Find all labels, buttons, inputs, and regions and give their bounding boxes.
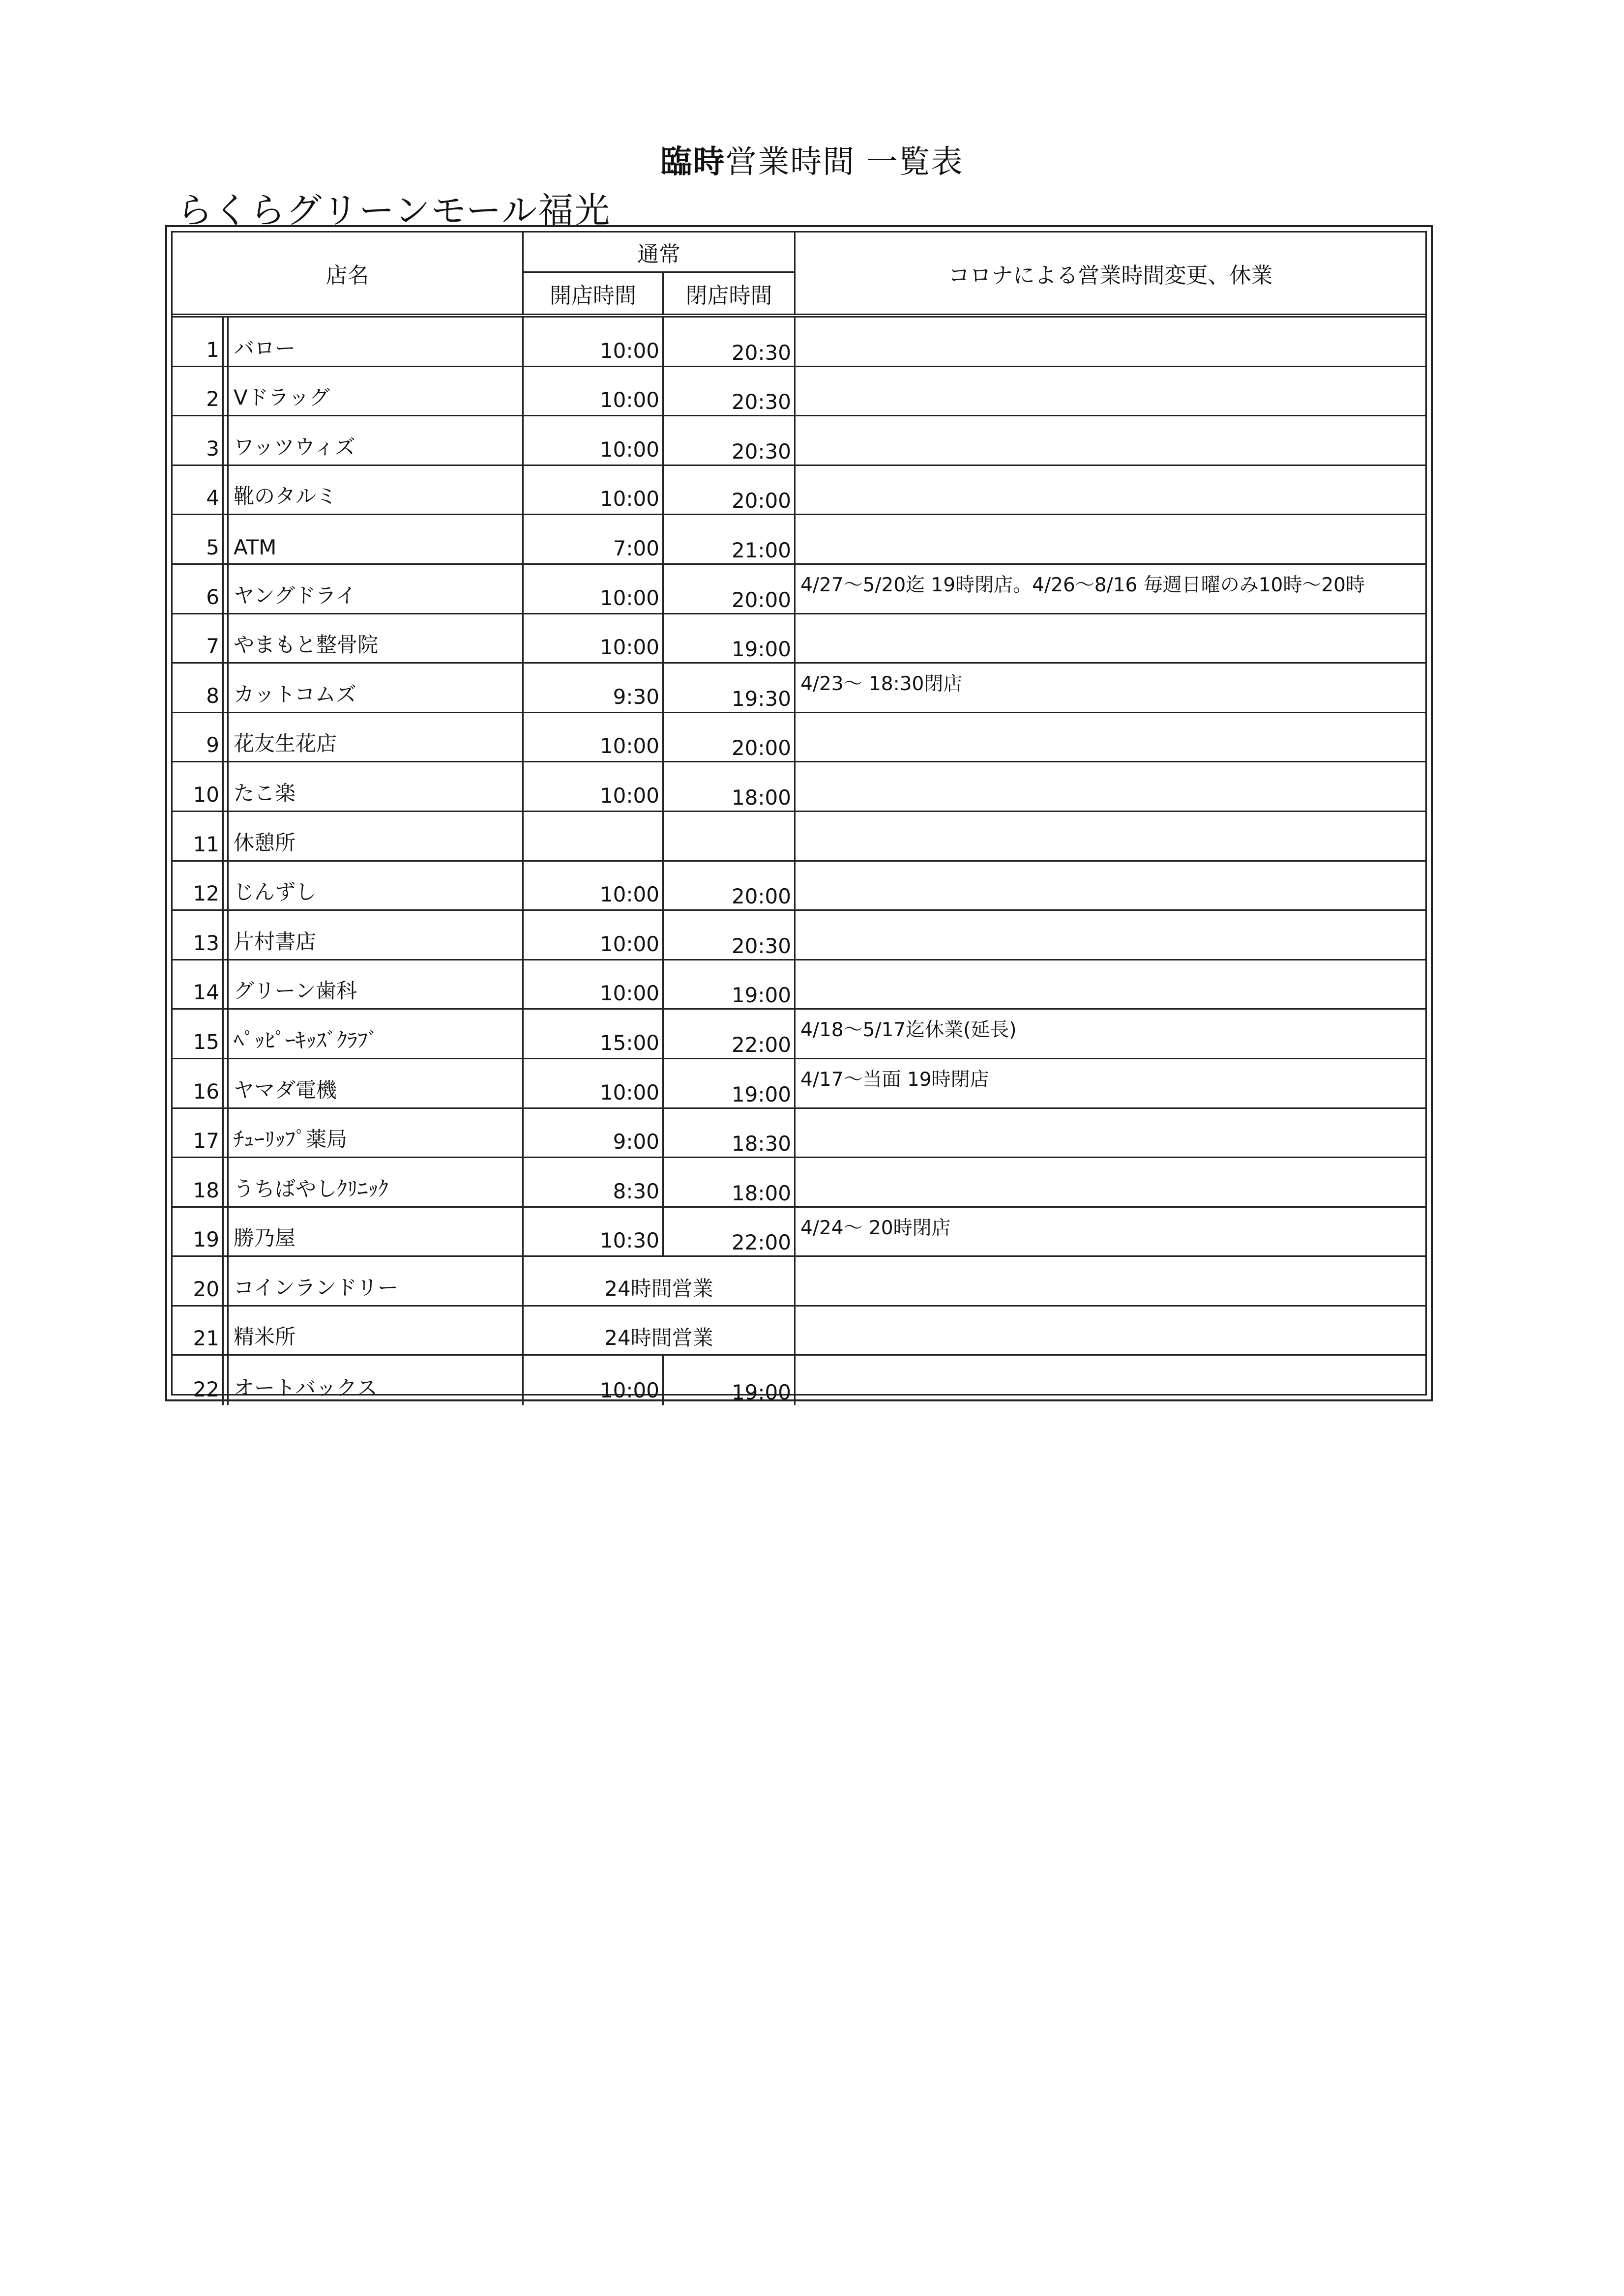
mall-name: らくらグリーンモール福光 [177, 190, 611, 231]
store-name: ﾍﾟｯﾋﾟｰｷｯｽﾞｸﾗﾌﾞ [229, 1010, 524, 1058]
open-time: 10:00 [524, 466, 664, 514]
close-time [664, 812, 796, 860]
row-number: 6 [173, 565, 224, 613]
close-time: 22:00 [664, 1010, 796, 1058]
open-time: 10:00 [524, 1059, 664, 1107]
row-gap [224, 911, 229, 959]
covid-change-note [796, 515, 1425, 563]
row-number: 18 [173, 1158, 224, 1206]
table-row [173, 1059, 1425, 1109]
row-gap [224, 1307, 229, 1355]
covid-change-note [796, 960, 1425, 1009]
table-row [173, 1158, 1425, 1208]
table-row [173, 1307, 1425, 1356]
row-gap [224, 515, 229, 563]
row-number: 11 [173, 812, 224, 860]
row-gap [224, 1257, 229, 1305]
covid-change-note: 4/24～ 20時閉店 [800, 1217, 951, 1239]
row-number: 21 [173, 1307, 224, 1355]
row-number: 7 [173, 614, 224, 663]
store-name: たこ楽 [229, 762, 524, 811]
open-time: 10:00 [524, 367, 664, 415]
covid-change-note [796, 1307, 1425, 1355]
table-row [173, 762, 1425, 812]
covid-change-note [796, 812, 1425, 860]
row-gap [224, 367, 229, 415]
row-gap [224, 466, 229, 514]
page-title-bold: 臨時 [660, 144, 726, 180]
table-row [173, 1257, 1425, 1307]
row-number: 2 [173, 367, 224, 415]
header-covid-changes: コロナによる営業時間変更、休業 [948, 262, 1273, 288]
table-row [173, 664, 1425, 713]
store-name: カットコムズ [229, 664, 524, 712]
row-number: 3 [173, 416, 224, 465]
store-name: うちばやしｸﾘﾆｯｸ [229, 1158, 524, 1206]
table-body [173, 318, 1425, 1405]
row-number: 13 [173, 911, 224, 959]
close-time: 20:30 [664, 367, 796, 415]
table-row [173, 812, 1425, 862]
row-gap [224, 1158, 229, 1206]
store-name: 花友生花店 [229, 713, 524, 761]
row-number: 16 [173, 1059, 224, 1107]
close-time: 19:00 [664, 1059, 796, 1107]
store-name: 靴のタルミ [229, 466, 524, 514]
table-row [173, 713, 1425, 763]
row-number: 22 [173, 1356, 224, 1405]
open-time: 10:00 [524, 960, 664, 1009]
row-number: 15 [173, 1010, 224, 1058]
close-time: 20:00 [664, 862, 796, 910]
row-gap [224, 1059, 229, 1107]
row-gap [224, 1356, 229, 1405]
open-time: 10:00 [524, 862, 664, 910]
close-time: 18:30 [664, 1109, 796, 1157]
close-time: 19:00 [664, 1356, 796, 1405]
covid-change-note: 4/17～当面 19時閉店 [800, 1068, 989, 1091]
table-row [173, 614, 1425, 664]
covid-change-note [796, 367, 1425, 415]
row-gap [224, 565, 229, 613]
covid-change-note [796, 1109, 1425, 1157]
table-row [173, 565, 1425, 614]
page-title [0, 137, 1624, 182]
table-row [173, 367, 1425, 417]
row-gap [224, 960, 229, 1009]
row-number: 17 [173, 1109, 224, 1157]
store-name: 精米所 [229, 1307, 524, 1355]
covid-change-note [796, 713, 1425, 761]
covid-change-note [796, 614, 1425, 663]
row-number: 1 [173, 318, 224, 366]
table-row [173, 515, 1425, 565]
close-time: 20:00 [664, 713, 796, 761]
covid-change-note [796, 1158, 1425, 1206]
close-time: 20:30 [664, 318, 796, 366]
close-time: 20:30 [664, 416, 796, 465]
store-name: ワッツウィズ [229, 416, 524, 465]
table-row [173, 466, 1425, 516]
row-gap [224, 1010, 229, 1058]
open-time [524, 812, 664, 860]
close-time: 20:00 [664, 466, 796, 514]
close-time: 20:30 [664, 911, 796, 959]
close-time: 18:00 [664, 1158, 796, 1206]
row-gap [224, 713, 229, 761]
table-row [173, 1356, 1425, 1405]
row-number: 20 [173, 1257, 224, 1305]
close-time: 19:00 [664, 614, 796, 663]
store-name: グリーン歯科 [229, 960, 524, 1009]
row-number: 10 [173, 762, 224, 811]
close-time: 22:00 [664, 1208, 796, 1256]
table-row [173, 960, 1425, 1010]
row-gap [224, 664, 229, 712]
header-normal-hours: 通常 [524, 233, 796, 273]
open-time: 7:00 [524, 515, 664, 563]
store-name: やまもと整骨院 [229, 614, 524, 663]
row-gap [224, 812, 229, 860]
open-time: 10:00 [524, 614, 664, 663]
store-name: ヤングドライ [229, 565, 524, 613]
row-number: 9 [173, 713, 224, 761]
open-time: 9:00 [524, 1109, 664, 1157]
page-title-rest: 営業時間 一覧表 [725, 144, 964, 180]
header-open-time: 開店時間 [524, 273, 664, 314]
row-number: 12 [173, 862, 224, 910]
store-name: 片村書店 [229, 911, 524, 959]
covid-change-note [796, 466, 1425, 514]
open-time: 10:00 [524, 1356, 664, 1405]
table-row [173, 1208, 1425, 1257]
header-divider [173, 314, 1425, 318]
open-time: 10:30 [524, 1208, 664, 1256]
store-name: Vドラッグ [229, 367, 524, 415]
hours-24: 24時間営業 [524, 1257, 796, 1305]
store-name: じんずし [229, 862, 524, 910]
table-row [173, 416, 1425, 466]
store-name: ATM [229, 515, 524, 563]
table-row [173, 911, 1425, 960]
open-time: 10:00 [524, 318, 664, 366]
open-time: 10:00 [524, 713, 664, 761]
close-time: 18:00 [664, 762, 796, 811]
row-number: 5 [173, 515, 224, 563]
open-time: 10:00 [524, 565, 664, 613]
row-gap [224, 762, 229, 811]
hours-24: 24時間営業 [524, 1307, 796, 1355]
covid-change-note [796, 911, 1425, 959]
covid-change-note: 4/23～ 18:30閉店 [800, 673, 963, 696]
covid-change-note [796, 416, 1425, 465]
hours-table [165, 225, 1433, 1405]
row-gap [224, 318, 229, 366]
close-time: 21:00 [664, 515, 796, 563]
open-time: 15:00 [524, 1010, 664, 1058]
row-number: 14 [173, 960, 224, 1009]
row-number: 4 [173, 466, 224, 514]
open-time: 9:30 [524, 664, 664, 712]
row-gap [224, 1208, 229, 1256]
hours-table-inner [171, 231, 1427, 1405]
covid-change-note [796, 1356, 1425, 1405]
row-gap [224, 416, 229, 465]
store-name: ﾁｭｰﾘｯﾌﾟ薬局 [229, 1109, 524, 1157]
header-store-name: 店名 [173, 233, 524, 314]
table-row [173, 1010, 1425, 1059]
store-name: バロー [229, 318, 524, 366]
covid-change-note [796, 1257, 1425, 1305]
row-number: 19 [173, 1208, 224, 1256]
table-row [173, 862, 1425, 911]
row-gap [224, 862, 229, 910]
close-time: 19:30 [664, 664, 796, 712]
covid-change-note [796, 762, 1425, 811]
store-name: コインランドリー [229, 1257, 524, 1305]
store-name: 休憩所 [229, 812, 524, 860]
open-time: 10:00 [524, 416, 664, 465]
store-name: オートバックス [229, 1356, 524, 1405]
covid-change-note: 4/18～5/17迄休業(延長) [800, 1019, 1017, 1042]
header-close-time: 閉店時間 [664, 273, 796, 314]
store-name: ヤマダ電機 [229, 1059, 524, 1107]
store-name: 勝乃屋 [229, 1208, 524, 1256]
row-gap [224, 1109, 229, 1157]
table-row [173, 318, 1425, 367]
open-time: 8:30 [524, 1158, 664, 1206]
row-gap [224, 614, 229, 663]
open-time: 10:00 [524, 911, 664, 959]
covid-change-note [796, 862, 1425, 910]
covid-change-note [796, 318, 1425, 366]
close-time: 19:00 [664, 960, 796, 1009]
open-time: 10:00 [524, 762, 664, 811]
covid-change-note: 4/27～5/20迄 19時閉店。4/26～8/16 毎週日曜のみ10時～20時 [800, 574, 1365, 596]
table-row [173, 1109, 1425, 1159]
close-time: 20:00 [664, 565, 796, 613]
row-number: 8 [173, 664, 224, 712]
